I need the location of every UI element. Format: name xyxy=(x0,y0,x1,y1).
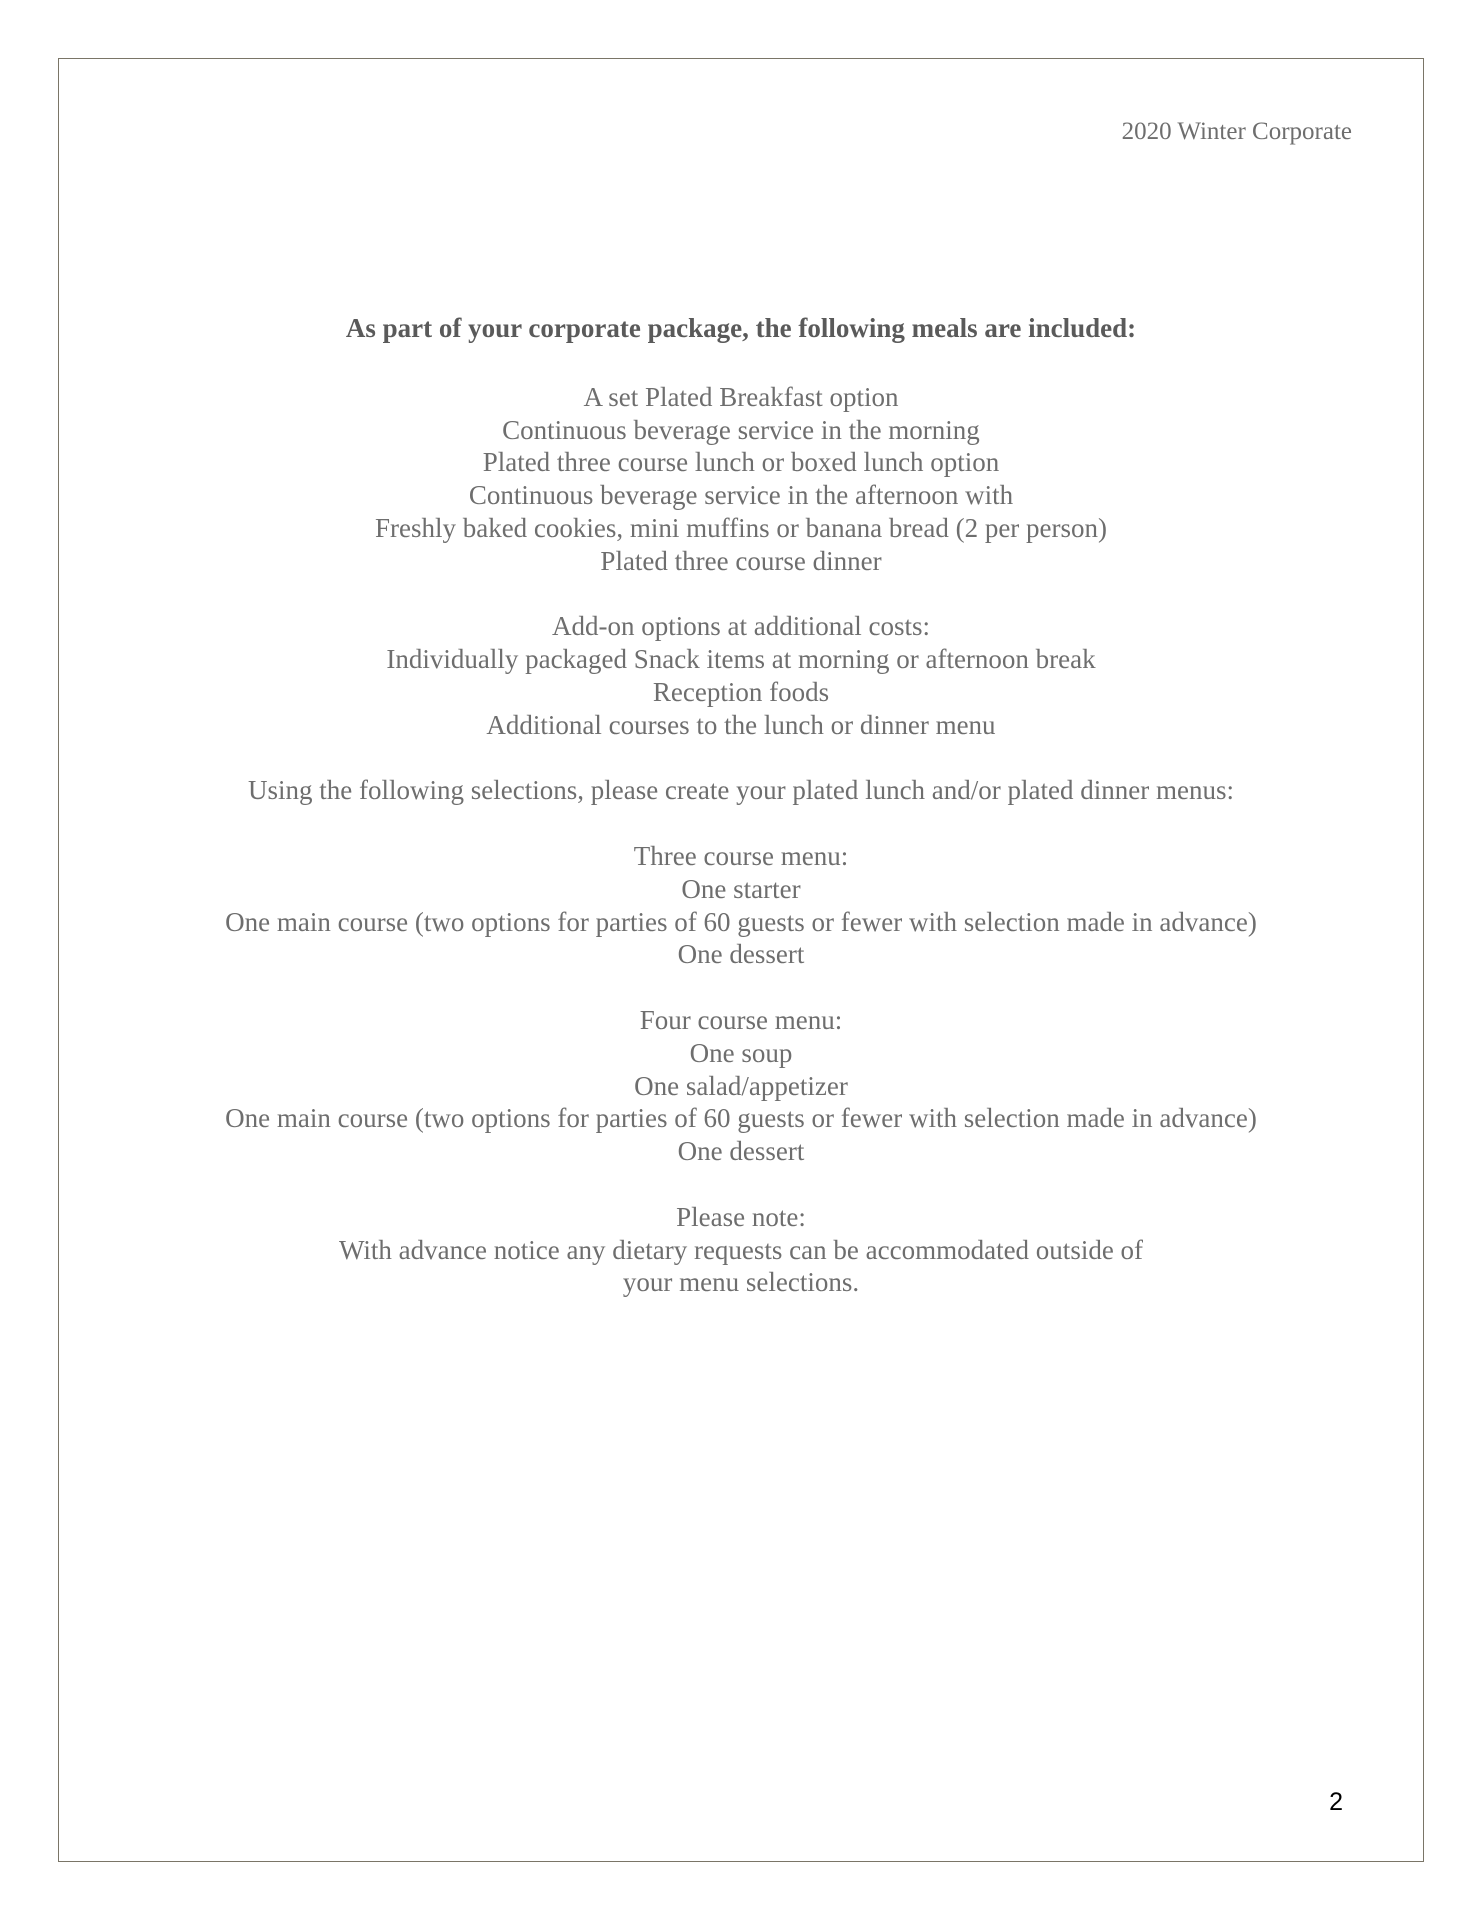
four-course-title: Four course menu: xyxy=(639,1004,843,1035)
three-course-section xyxy=(58,840,1424,971)
list-item: Plated three course lunch or boxed lunch option xyxy=(482,447,1000,478)
document-header: 2020 Winter Corporate xyxy=(1121,118,1352,145)
list-item: A set Plated Breakfast option xyxy=(583,381,899,412)
instructions-text: Using the following selections, please create your plated lunch and/or plated dinner menus: xyxy=(248,775,1234,806)
included-meals-list xyxy=(58,381,1424,578)
addons-title: Add-on options at additional costs: xyxy=(552,611,930,642)
list-item: One starter xyxy=(681,873,801,904)
list-item: Reception foods xyxy=(652,676,830,707)
list-item: One soup xyxy=(689,1037,793,1068)
list-item: One dessert xyxy=(677,1136,805,1167)
list-item: Freshly baked cookies, mini muffins or banana bread (2 per person) xyxy=(374,512,1108,543)
instructions-section xyxy=(58,774,1424,807)
page-number: 2 xyxy=(1329,1788,1343,1816)
list-item: Continuous beverage service in the afternoon with xyxy=(468,480,1014,511)
note-section xyxy=(58,1201,1424,1299)
addons-section xyxy=(58,610,1424,741)
three-course-title: Three course menu: xyxy=(633,840,849,871)
note-line: With advance notice any dietary requests can be accommodated outside of xyxy=(338,1234,1144,1265)
package-heading: As part of your corporate package, the following meals are included: xyxy=(345,313,1137,343)
list-item: Additional courses to the lunch or dinner menu xyxy=(486,709,996,740)
document-body xyxy=(58,312,1424,1332)
list-item: Individually packaged Snack items at morning or afternoon break xyxy=(386,644,1096,675)
list-item: One salad/appetizer xyxy=(634,1070,848,1101)
list-item: One main course (two options for parties of 60 guests or fewer with selection made in advance) xyxy=(225,906,1257,937)
list-item: One main course (two options for parties of 60 guests or fewer with selection made in advance) xyxy=(225,1103,1257,1134)
list-item: Plated three course dinner xyxy=(600,545,882,576)
four-course-section xyxy=(58,1004,1424,1168)
list-item: Continuous beverage service in the morning xyxy=(502,414,980,445)
note-title: Please note: xyxy=(676,1201,806,1232)
note-line: your menu selections. xyxy=(622,1267,860,1298)
list-item: One dessert xyxy=(677,939,805,970)
